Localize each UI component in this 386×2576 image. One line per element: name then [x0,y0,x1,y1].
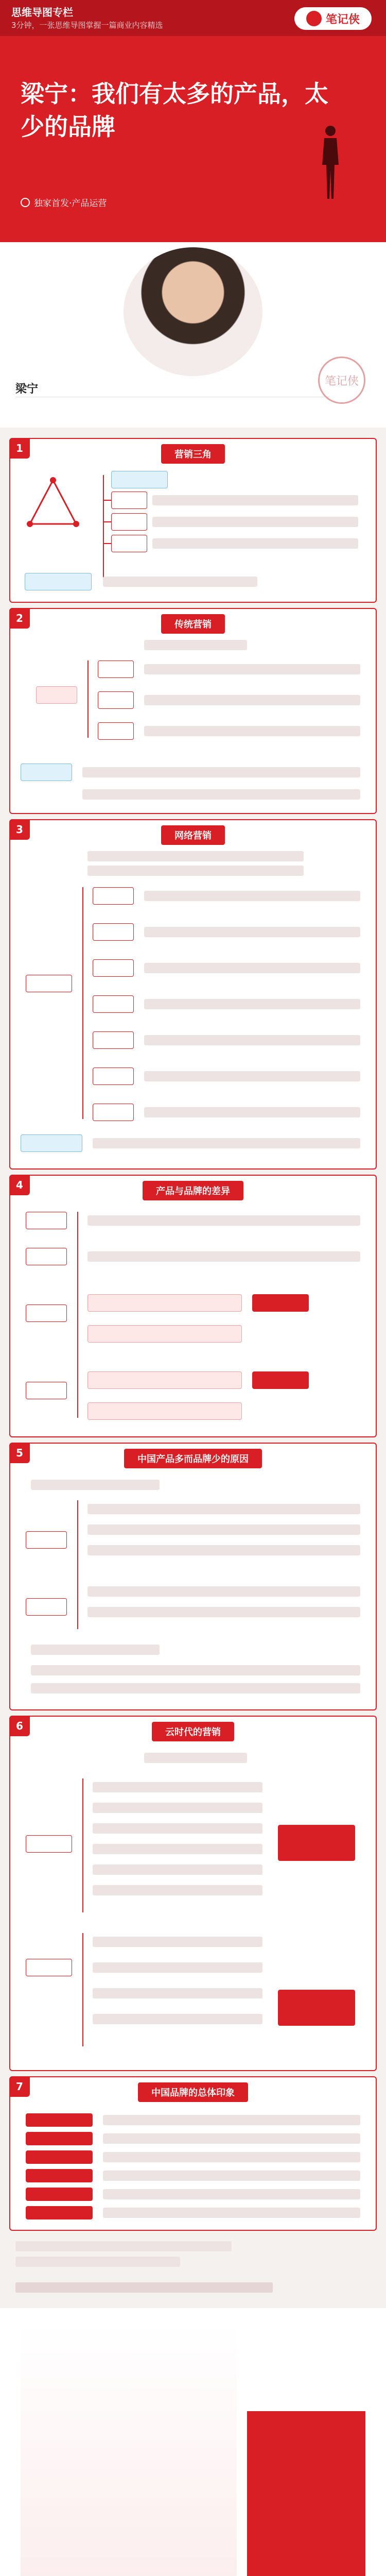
team-area [0,2308,386,2576]
mindmap-node [26,2113,93,2127]
section-number: 1 [9,438,30,459]
speaker-bio [15,397,329,422]
node-text-placeholder [103,2115,360,2125]
mindmap-node [26,1382,67,1399]
section-3 [9,819,377,1170]
node-text-placeholder [87,1504,360,1514]
logo-mark-icon [306,11,322,26]
triangle-diagram-icon [25,475,81,532]
mindmap-node [98,691,134,709]
section-4 [9,1175,377,1437]
node-text-placeholder [82,789,360,800]
category-tag-label: 独家首发·产品运营 [34,198,107,209]
section-number: 6 [9,1716,30,1736]
branch-line [103,543,111,544]
node-text-placeholder [103,2208,360,2218]
node-text-placeholder [31,1683,360,1693]
node-text-placeholder [103,2152,360,2162]
mindmap-node [26,1835,72,1853]
branch-connector [82,1933,83,2046]
brand-stamp: 笔记侠 [318,357,365,404]
source-note-placeholder [15,2241,232,2251]
node-text-placeholder [152,538,358,549]
team-photo [21,2324,237,2576]
node-text-placeholder [31,1665,360,1675]
mindmap-node [26,1212,67,1229]
section-5 [9,1443,377,1710]
node-text-placeholder [93,1803,262,1813]
node-text-placeholder [87,1545,360,1555]
node-text-placeholder [87,1607,360,1617]
section-1 [9,438,377,603]
node-text-placeholder [31,1480,160,1490]
source-note-placeholder [15,2257,180,2267]
category-tag [21,196,107,209]
tag-dot-icon [21,198,30,207]
mindmap-node [36,686,77,704]
node-text-placeholder [144,1107,360,1117]
section-title: 传统营销 [161,614,225,634]
section-title: 中国产品多而品牌少的原因 [124,1449,262,1468]
node-text-placeholder [93,1885,262,1895]
mindmap-node [26,2206,93,2219]
node-text-placeholder [93,1937,262,1947]
mindmap-node [87,1402,242,1420]
node-text-placeholder [103,2189,360,2199]
node-text-placeholder [87,1251,360,1262]
node-text-placeholder [144,891,360,901]
section-title: 云时代的营销 [152,1722,234,1741]
speaker-profile [0,242,386,428]
article-headline: 梁宁：我们有太多的产品，太少的品牌 [21,80,328,141]
node-text-placeholder [93,1138,360,1148]
mindmap-node [26,975,72,992]
node-text-placeholder [93,1988,262,1998]
mindmap-node [252,1294,309,1312]
mindmap-node [93,1067,134,1085]
section-2 [9,608,377,814]
node-text-placeholder [82,767,360,777]
node-text-placeholder [152,495,358,505]
node-text-placeholder [103,2171,360,2181]
branch-line [103,521,111,522]
node-text-placeholder [93,1782,262,1792]
brand-logo [294,7,372,30]
series-title: 思维导图专栏 [11,6,73,19]
mindmap-node [26,2169,93,2182]
mindmap-node [252,1371,309,1389]
branch-line [103,500,111,501]
mindmap-node [93,995,134,1013]
branch-connector [103,475,104,578]
mindmap-node [26,2188,93,2201]
node-text-placeholder [103,577,257,587]
branch-connector [77,1500,78,1629]
node-text-placeholder [144,695,360,705]
node-text-placeholder [144,1035,360,1045]
closing-quote-placeholder [15,2282,273,2293]
node-text-placeholder [93,1865,262,1875]
mindmap-node [21,1134,82,1152]
node-text-placeholder [144,1071,360,1081]
node-text-placeholder [144,999,360,1009]
mindmap-node [111,535,147,552]
mindmap-node [111,513,147,531]
mindmap-node [93,923,134,941]
node-text-placeholder [144,640,247,650]
section-number: 3 [9,819,30,840]
speaker-name: 梁宁 [15,383,39,396]
mindmap-node [278,1825,355,1861]
node-text-placeholder [144,963,360,973]
mindmap-node [26,1304,67,1322]
branch-connector [82,1778,83,1912]
node-text-placeholder [31,1645,160,1655]
section-number: 4 [9,1175,30,1195]
node-text-placeholder [144,664,360,674]
logo-text: 笔记侠 [325,12,360,26]
node-text-placeholder [144,726,360,736]
section-6 [9,1716,377,2071]
mindmap-node [26,2150,93,2164]
node-text-placeholder [87,866,304,876]
section-title: 中国品牌的总体印象 [138,2082,248,2102]
node-text-placeholder [87,1524,360,1535]
mindmap-node [87,1294,242,1312]
node-text-placeholder [144,927,360,937]
node-text-placeholder [93,1962,262,1973]
node-text-placeholder [87,1586,360,1597]
node-text-placeholder [103,2133,360,2144]
mindmap-node [25,573,92,590]
mindmap-node [26,1531,67,1549]
node-text-placeholder [144,1753,247,1763]
node-text-placeholder [152,517,358,527]
node-text-placeholder [87,851,304,861]
section-title: 营销三角 [161,444,225,464]
node-text-placeholder [93,2014,262,2024]
mindmap-node [278,1990,355,2026]
mindmap-node [98,722,134,740]
branch-connector [77,1212,78,1418]
section-number: 2 [9,608,30,629]
section-7 [9,2076,377,2231]
mindmap-node [111,471,168,488]
section-title: 产品与品牌的差异 [143,1181,243,1200]
speaker-photo [124,247,262,376]
mindmap-node [93,887,134,905]
slogan-panel [247,2411,365,2576]
section-number: 5 [9,1443,30,1463]
woman-silhouette-icon [315,124,346,201]
hero-banner [0,0,386,242]
branch-connector [82,887,83,1119]
series-subtitle: 3分钟，一张思维导图掌握一篇商业内容精选 [11,21,163,30]
mindmap-node [26,1598,67,1616]
mindmap-node [87,1325,242,1343]
mindmap-node [26,2132,93,2145]
node-text-placeholder [93,1823,262,1834]
mindmap-node [26,1959,72,1976]
branch-connector [87,660,89,738]
mindmap-node [111,492,147,509]
mindmap-node [98,660,134,678]
section-number: 7 [9,2076,30,2097]
node-text-placeholder [87,1215,360,1226]
node-text-placeholder [93,1844,262,1854]
mindmap-node [26,1248,67,1265]
mindmap-node [21,764,72,781]
mindmap-node [93,1104,134,1121]
mindmap-node [93,959,134,977]
section-title: 网络营销 [161,825,225,845]
mindmap-node [87,1371,242,1389]
mindmap-node [93,1031,134,1049]
